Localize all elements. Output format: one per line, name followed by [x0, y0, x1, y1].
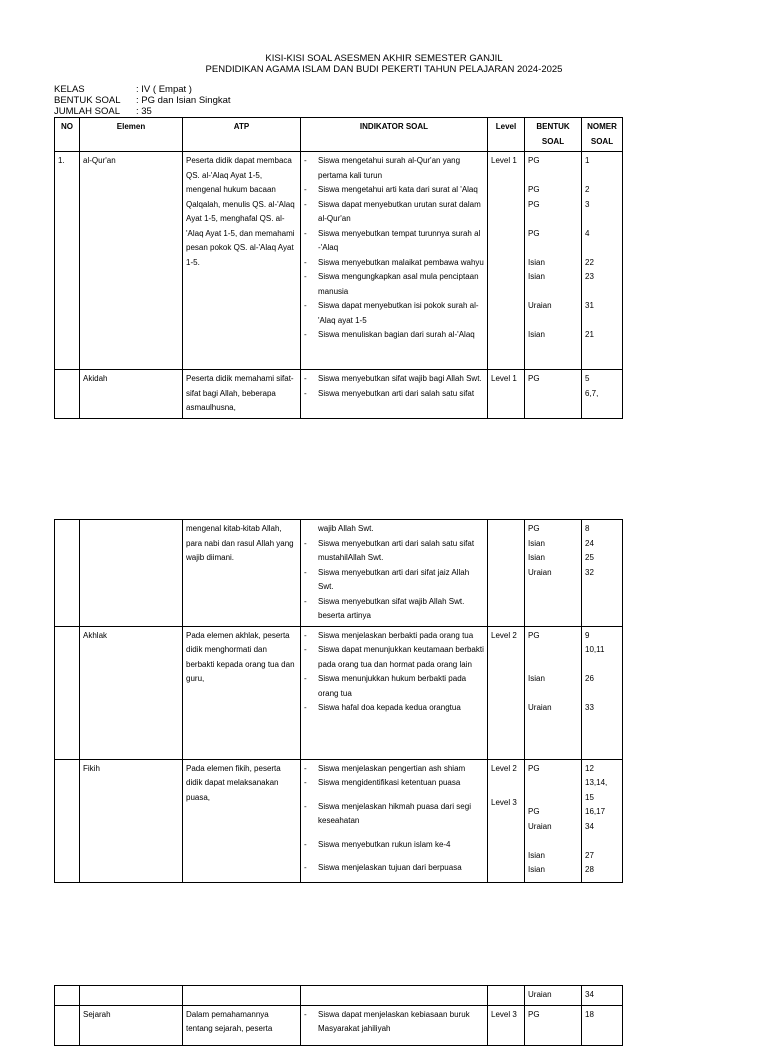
list-item: - Siswa mengetahui surah al-Qur'an yang pertama kali turun	[304, 154, 484, 183]
list-item: - Siswa mengidentifikasi ketentuan puasa	[304, 776, 484, 791]
table-header-row	[55, 118, 623, 152]
col-header-atp: ATP	[183, 118, 301, 152]
bentuk-item	[528, 791, 578, 806]
list-item: - Siswa dapat menjelaskan kebiasaan buruk Masyarakat jahiliyah	[304, 1008, 484, 1037]
cell-no	[55, 759, 80, 882]
nomer-item: 25	[585, 553, 594, 562]
cell-nomer	[582, 1005, 623, 1045]
kisi-kisi-table-page3	[54, 985, 623, 1046]
bentuk-item	[528, 314, 578, 329]
bentuk-item: Isian	[528, 850, 545, 860]
nomer-item: 24	[585, 538, 594, 548]
col-header-no: NO	[55, 118, 80, 152]
list-item: - Siswa menunjukkan hukum berbakti pada orang tua	[304, 672, 484, 701]
indikator-list	[304, 154, 484, 343]
bentuk-item	[528, 658, 578, 673]
nomer-item: 4	[585, 228, 590, 238]
nomer-item: 2	[585, 185, 590, 194]
table-row	[55, 759, 623, 882]
bentuk-item: PG	[528, 1009, 540, 1019]
cell-indikator	[301, 520, 488, 627]
bentuk-item: PG	[528, 763, 540, 773]
cell-elemen: Sejarah	[80, 1005, 183, 1045]
list-item: - Siswa menjelaskan tujuan dari berpuasa	[304, 861, 484, 876]
cell-level	[488, 986, 525, 1006]
indikator-list	[304, 762, 484, 876]
bentuk-item: PG	[528, 156, 540, 165]
cell-atp	[183, 986, 301, 1006]
cell-bentuk	[525, 626, 582, 759]
bentuk-item: Isian	[528, 674, 545, 683]
nomer-item: 32	[585, 567, 594, 577]
nomer-item: 9	[585, 630, 590, 640]
document-title: KISI-KISI SOAL ASESMEN AKHIR SEMESTER GANJIL	[265, 53, 503, 64]
cell-bentuk: Uraian	[525, 986, 582, 1006]
table-row	[55, 1005, 623, 1045]
nomer-item: 16,17	[585, 807, 606, 816]
bentuk-item: PG	[528, 228, 540, 238]
list-item: - Siswa menjelaskan pengertian ash shiam	[304, 762, 484, 777]
list-item: - Siswa dapat menyebutkan isi pokok surah al-'Alaq ayat 1-5	[304, 299, 484, 328]
cell-bentuk	[525, 1005, 582, 1045]
cell-atp: Dalam pemahamannya tentang sejarah, peserta	[183, 1005, 301, 1045]
nomer-item: 12	[585, 763, 594, 773]
cell-indikator	[301, 626, 488, 759]
cell-indikator	[301, 1005, 488, 1045]
meta-kelas-label: KELAS	[54, 84, 85, 95]
nomer-item	[585, 687, 619, 702]
table-row	[55, 520, 623, 627]
nomer-item: 34	[585, 821, 594, 831]
kisi-kisi-table-page1	[54, 117, 623, 419]
cell-nomer	[582, 626, 623, 759]
list-item: - Siswa menyebutkan rukun islam ke-4	[304, 838, 484, 853]
level-item: Level 3	[491, 798, 517, 807]
cell-atp: Pada elemen akhlak, peserta didik menghormati dan berbakti kepada orang tua dan guru,	[183, 626, 301, 759]
bentuk-item	[528, 687, 578, 702]
cell-no	[55, 626, 80, 759]
cell-no: 1.	[55, 152, 80, 370]
nomer-item	[585, 834, 619, 849]
list-item: - Siswa menyebutkan tempat turunnya surah al -'Alaq	[304, 227, 484, 256]
meta-bentuk-value: : PG dan Isian Singkat	[136, 95, 231, 106]
table-row	[55, 370, 623, 419]
list-item: - Siswa menyebutkan sifat wajib Allah Swt. beserta artinya	[304, 595, 484, 624]
nomer-item: 15	[585, 792, 594, 802]
bentuk-item: PG	[528, 199, 540, 209]
list-item: - Siswa menyebutkan arti dari sifat jaiz Allah Swt.	[304, 566, 484, 595]
indikator-list	[304, 1008, 484, 1037]
nomer-item: 1	[585, 156, 590, 165]
cell-level: Level 3	[488, 1005, 525, 1045]
list-item: - Siswa menyebutkan arti dari salah satu sifat mustahilAllah Swt.	[304, 537, 484, 566]
bentuk-item: PG	[528, 524, 540, 533]
nomer-item: 8	[585, 524, 590, 533]
bentuk-item: Isian	[528, 257, 545, 267]
nomer-item: 33	[585, 703, 594, 712]
indikator-list	[304, 629, 484, 716]
nomer-item	[585, 314, 619, 329]
bentuk-item	[528, 212, 578, 227]
list-item: - Siswa mengetahui arti kata dari surat al 'Alaq	[304, 183, 484, 198]
cell-indikator	[301, 370, 488, 419]
meta-jumlah-value: : 35	[136, 106, 152, 117]
bentuk-item	[528, 834, 578, 849]
indikator-continued: wajib Allah Swt.	[318, 524, 374, 533]
bentuk-item: Uraian	[528, 821, 552, 831]
cell-elemen	[80, 520, 183, 627]
cell-indikator	[301, 152, 488, 370]
bentuk-item: Isian	[528, 538, 545, 548]
bentuk-item	[528, 169, 578, 184]
bentuk-item: Isian	[528, 865, 545, 874]
list-item: - Siswa menyebutkan sifat wajib bagi Allah Swt.	[304, 372, 484, 387]
nomer-item	[585, 658, 619, 673]
nomer-item	[585, 212, 619, 227]
cell-level	[488, 759, 525, 882]
cell-atp: mengenal kitab-kitab Allah, para nabi dan rasul Allah yang wajib diimani.	[183, 520, 301, 627]
cell-no	[55, 370, 80, 419]
col-header-elemen: Elemen	[80, 118, 183, 152]
col-header-level: Level	[488, 118, 525, 152]
indikator-list	[304, 372, 484, 401]
table-row	[55, 152, 623, 370]
bentuk-item	[528, 643, 578, 658]
bentuk-item: Isian	[528, 272, 545, 281]
cell-elemen: Akidah	[80, 370, 183, 419]
meta-kelas	[54, 84, 192, 95]
bentuk-item: Isian	[528, 330, 545, 339]
cell-bentuk	[525, 370, 582, 419]
table-row	[55, 626, 623, 759]
nomer-item: 23	[585, 272, 594, 281]
nomer-item: 22	[585, 257, 594, 267]
cell-atp: Pada elemen fikih, peserta didik dapat melaksanakan puasa,	[183, 759, 301, 882]
nomer-item: 6,7,	[585, 388, 599, 398]
list-item: - Siswa menyebutkan malaikat pembawa wahyu	[304, 256, 484, 271]
nomer-item: 27	[585, 850, 594, 860]
nomer-item: 21	[585, 330, 594, 339]
cell-bentuk	[525, 759, 582, 882]
cell-bentuk	[525, 152, 582, 370]
cell-level: Level 2	[488, 626, 525, 759]
list-item: - Siswa menjelaskan hikmah puasa dari segi keseahatan	[304, 800, 484, 829]
cell-indikator	[301, 759, 488, 882]
bentuk-item: Uraian	[528, 567, 552, 577]
meta-jumlah-label: JUMLAH SOAL	[54, 106, 120, 117]
table-row	[55, 986, 623, 1006]
bentuk-item	[528, 241, 578, 256]
list-item: - Siswa mengungkapkan asal mula penciptaan manusia	[304, 270, 484, 299]
cell-level: Level 1	[488, 152, 525, 370]
nomer-item: 5	[585, 374, 590, 383]
meta-bentuk	[54, 95, 231, 106]
bentuk-item: Uraian	[528, 703, 552, 712]
bentuk-item: PG	[528, 185, 540, 194]
cell-elemen	[80, 986, 183, 1006]
nomer-item: 31	[585, 301, 594, 310]
cell-level: Level 1	[488, 370, 525, 419]
nomer-item: 18	[585, 1009, 594, 1019]
nomer-item: 28	[585, 865, 594, 874]
cell-no	[55, 520, 80, 627]
cell-no	[55, 986, 80, 1006]
cell-elemen: al-Qur'an	[80, 152, 183, 370]
cell-indikator	[301, 986, 488, 1006]
bentuk-item: PG	[528, 630, 540, 640]
bentuk-item: PG	[528, 807, 540, 816]
cell-nomer	[582, 759, 623, 882]
bentuk-item: PG	[528, 374, 540, 383]
cell-nomer	[582, 370, 623, 419]
list-item: - Siswa menjelaskan berbakti pada orang tua	[304, 629, 484, 644]
meta-jumlah	[54, 106, 152, 117]
cell-elemen: Fikih	[80, 759, 183, 882]
cell-no	[55, 1005, 80, 1045]
col-header-bentuk: BENTUK SOAL	[525, 118, 582, 152]
nomer-item: 3	[585, 199, 590, 209]
cell-nomer	[582, 520, 623, 627]
cell-bentuk	[525, 520, 582, 627]
bentuk-item: Uraian	[528, 301, 552, 310]
nomer-item: 26	[585, 674, 594, 683]
kisi-kisi-table-page2	[54, 519, 623, 883]
meta-kelas-value: : IV ( Empat )	[136, 84, 192, 95]
col-header-nomer: NOMER SOAL	[582, 118, 623, 152]
cell-level	[488, 520, 525, 627]
nomer-item	[585, 169, 619, 184]
cell-atp: Peserta didik dapat membaca QS. al-'Alaq Ayat 1-5, mengenal hukum bacaan Qalqalah, menulis QS. al-'Alaq Ayat 1-5, menghafal QS. al-'Alaq Ayat 1-5, dan memahami pesan pokok QS. al-'Alaq Ayat 1-5.	[183, 152, 301, 370]
nomer-item: 13,14,	[585, 778, 608, 787]
nomer-item	[585, 285, 619, 300]
list-item: - Siswa dapat menunjukkan keutamaan berbakti pada orang tua dan hormat pada orang lain	[304, 643, 484, 672]
nomer-item: 10,11	[585, 645, 605, 654]
bentuk-item	[528, 776, 578, 791]
bentuk-item: Isian	[528, 553, 545, 562]
bentuk-item	[528, 285, 578, 300]
list-item: - Siswa dapat menyebutkan urutan surat dalam al-Qur'an	[304, 198, 484, 227]
level-item: Level 2	[491, 763, 517, 773]
document-subtitle: PENDIDIKAN AGAMA ISLAM DAN BUDI PEKERTI TAHUN PELAJARAN 2024-2025	[205, 64, 563, 75]
nomer-item	[585, 241, 619, 256]
cell-atp: Peserta didik memahami sifat-sifat bagi Allah, beberapa asmaulhusna,	[183, 370, 301, 419]
list-item: - Siswa menuliskan bagian dari surah al-'Alaq	[304, 328, 484, 343]
cell-nomer	[582, 152, 623, 370]
col-header-indikator: INDIKATOR SOAL	[301, 118, 488, 152]
list-item: - Siswa menyebutkan arti dari salah satu sifat	[304, 387, 484, 402]
meta-bentuk-label: BENTUK SOAL	[54, 95, 121, 106]
indikator-list	[304, 537, 484, 624]
cell-elemen: Akhlak	[80, 626, 183, 759]
list-item: - Siswa hafal doa kepada kedua orangtua	[304, 701, 484, 716]
cell-nomer: 34	[582, 986, 623, 1006]
